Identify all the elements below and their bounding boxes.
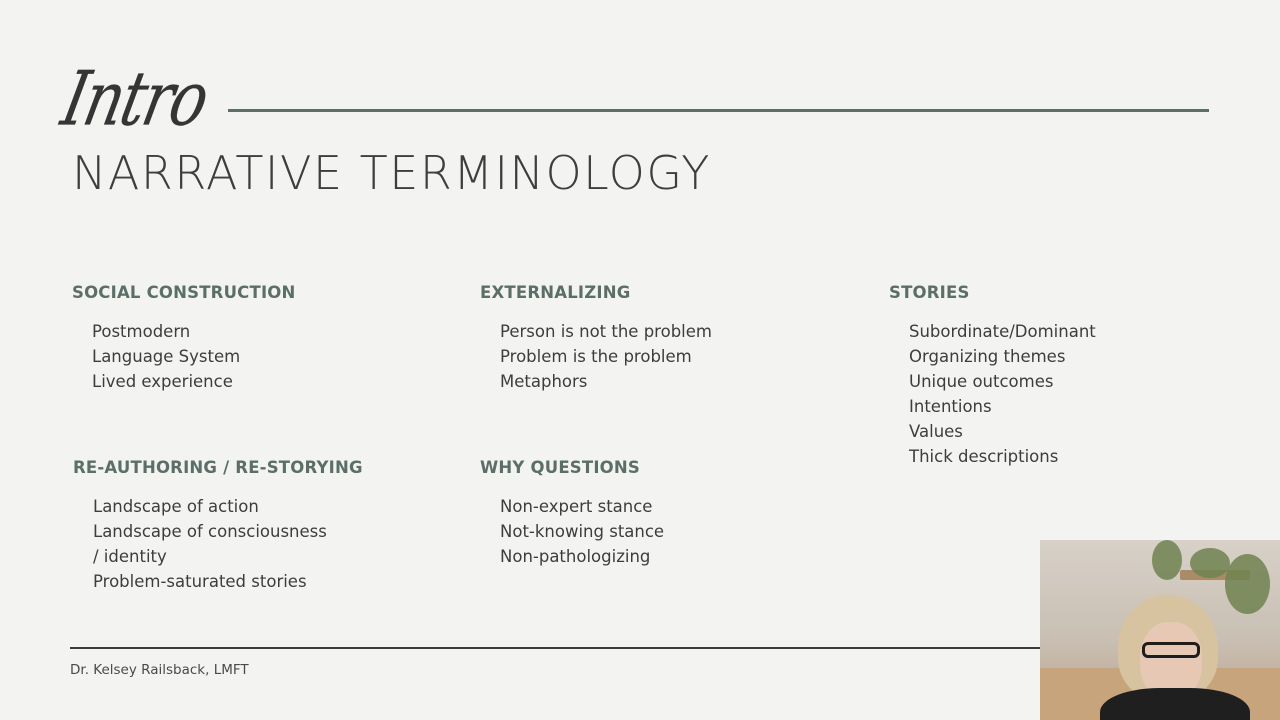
list-item: Lived experience xyxy=(92,372,233,391)
list-item: Non-pathologizing xyxy=(500,547,651,566)
list-item: Person is not the problem xyxy=(500,322,712,341)
list-item: Problem-saturated stories xyxy=(93,572,307,591)
term-list xyxy=(480,494,664,569)
list-item: Organizing themes xyxy=(909,347,1066,366)
presenter-body-graphic xyxy=(1100,688,1250,720)
section-stories xyxy=(889,283,1096,469)
plant-graphic xyxy=(1225,554,1270,614)
slide-title: NARRATIVE TERMINOLOGY xyxy=(72,146,711,200)
term-list xyxy=(73,494,363,594)
section-re-authoring xyxy=(73,458,363,594)
list-item: Metaphors xyxy=(500,372,588,391)
term-list xyxy=(72,319,296,394)
term-list xyxy=(480,319,712,394)
list-item: Subordinate/Dominant xyxy=(909,322,1096,341)
title-divider xyxy=(228,109,1209,112)
list-item: Landscape of action xyxy=(93,497,259,516)
list-item: / identity xyxy=(93,547,167,566)
section-why-questions xyxy=(480,458,664,569)
presenter-glasses-graphic xyxy=(1142,642,1200,658)
list-item: Not-knowing stance xyxy=(500,522,665,541)
list-item: Postmodern xyxy=(92,322,191,341)
list-item: Non-expert stance xyxy=(500,497,653,516)
section-externalizing xyxy=(480,283,712,394)
script-title: Intro xyxy=(54,55,215,144)
section-heading: SOCIAL CONSTRUCTION xyxy=(72,283,296,302)
plant-graphic xyxy=(1190,548,1230,578)
section-heading: EXTERNALIZING xyxy=(480,283,631,302)
term-list xyxy=(889,319,1096,469)
list-item: Intentions xyxy=(909,397,992,416)
section-heading: WHY QUESTIONS xyxy=(480,458,640,477)
plant-graphic xyxy=(1152,540,1182,580)
presenter-credit: Dr. Kelsey Railsback, LMFT xyxy=(70,662,249,678)
webcam-video-feed[interactable] xyxy=(1040,540,1280,720)
list-item: Values xyxy=(909,422,963,441)
list-item: Unique outcomes xyxy=(909,372,1054,391)
list-item: Problem is the problem xyxy=(500,347,692,366)
footer-divider xyxy=(70,647,1040,649)
section-heading: STORIES xyxy=(889,283,970,302)
section-social-construction xyxy=(72,283,296,394)
section-heading: RE-AUTHORING / RE-STORYING xyxy=(73,458,363,477)
list-item: Landscape of consciousness xyxy=(93,522,327,541)
list-item: Thick descriptions xyxy=(909,447,1059,466)
list-item: Language System xyxy=(92,347,241,366)
